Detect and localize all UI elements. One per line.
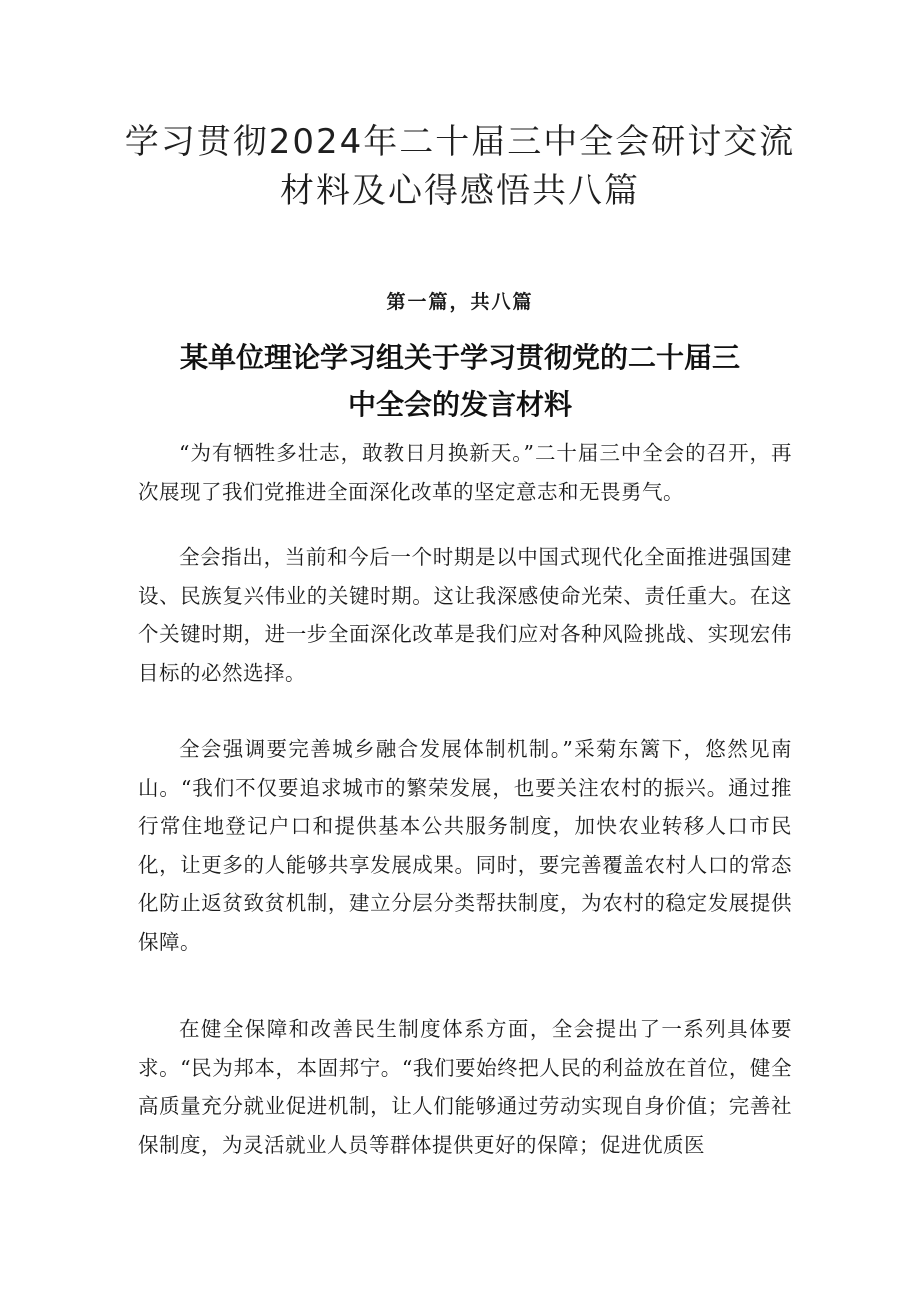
section-label: 第一篇，共八篇 [386, 291, 534, 313]
document-title-line-1: 学习贯彻2024年二十届三中全会研讨交流 [124, 122, 796, 162]
document-title-line-2: 材料及心得感悟共八篇 [280, 171, 640, 211]
article-title-line-1: 某单位理论学习组关于学习贯彻党的二十届三 [179, 341, 740, 374]
body-paragraph-3: 全会强调要完善城乡融合发展体制机制。”采菊东篱下，悠然见南山。“我们不仅要追求城市的繁荣发展，也要关注农村的振兴。通过推行常住地登记户口和提供基本公共服务制度，加快农业转移人口市民化，让更多的人能够共享发展成果。同时，要完善覆盖农村人口的常态化防止返贫致贫机制，建立分层分类帮扶制度，为农村的稳定发展提供保障。 [138, 737, 792, 954]
body-paragraph-2: 全会指出，当前和今后一个时期是以中国式现代化全面推进强国建设、民族复兴伟业的关键时期。这让我深感使命光荣、责任重大。在这个关键时期，进一步全面深化改革是我们应对各种风险挑战、实现宏伟目标的必然选择。 [138, 545, 792, 685]
article-title-line-2: 中全会的发言材料 [347, 388, 572, 421]
body-paragraph-4: 在健全保障和改善民生制度体系方面，全会提出了一系列具体要求。“民为邦本，本固邦宁。“我们要始终把人民的利益放在首位，健全高质量充分就业促进机制，让人们能够通过劳动实现自身价值；完善社保制度，为灵活就业人员等群体提供更好的保障；促进优质医 [138, 1017, 792, 1157]
body-paragraph-1: “为有牺牲多壮志，敢教日月换新天。”二十届三中全会的召开，再次展现了我们党推进全面深化改革的坚定意志和无畏勇气。 [138, 441, 792, 504]
